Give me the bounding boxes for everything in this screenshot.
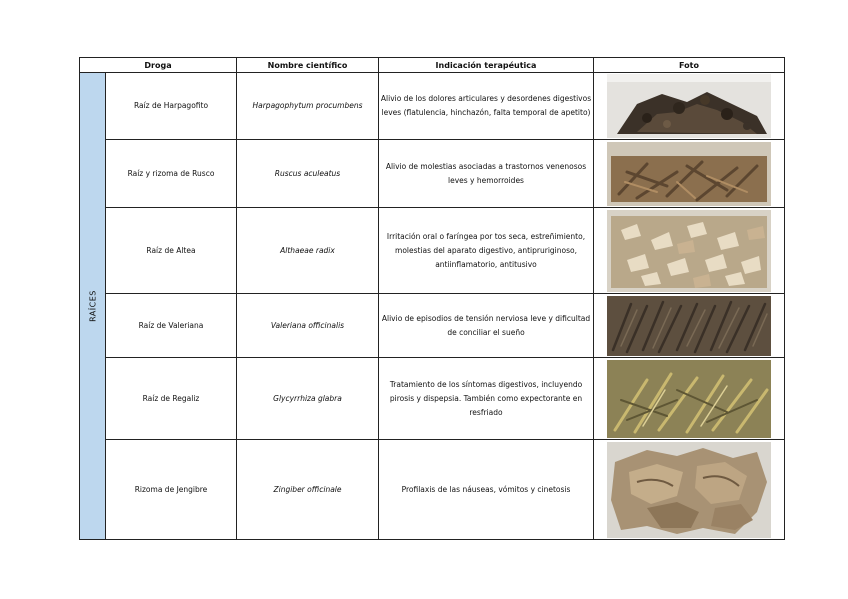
table-row — [80, 140, 785, 208]
photo-cell — [594, 294, 785, 358]
table-row — [80, 208, 785, 294]
photo-cell — [594, 440, 785, 540]
althaea-photo-icon — [607, 210, 771, 292]
header-foto: Foto — [594, 58, 785, 73]
scientific-name: Zingiber officinale — [237, 440, 379, 540]
table-row — [80, 294, 785, 358]
drug-name: Raíz de Altea — [106, 208, 237, 294]
indication: Alivio de los dolores articulares y desordenes digestivos leves (flatulencia, hinchazón, falta temporal de apetito) — [379, 73, 594, 140]
indication: Alivio de episodios de tensión nerviosa leve y dificultad de conciliar el sueño — [379, 294, 594, 358]
indication: Irritación oral o faríngea por tos seca, estreñimiento, molestias del aparato digestivo, antipruriginoso, antiinflamatorio, antitusivo — [379, 208, 594, 294]
group-cell-raices — [80, 73, 106, 540]
scientific-name: Althaeae radix — [237, 208, 379, 294]
photo-cell — [594, 358, 785, 440]
zingiber-photo-icon — [607, 442, 771, 538]
indication: Profilaxis de las náuseas, vómitos y cinetosis — [379, 440, 594, 540]
drug-table — [79, 57, 785, 540]
group-label: RAÍCES — [88, 290, 97, 322]
scientific-name: Valeriana officinalis — [237, 294, 379, 358]
scientific-name: Ruscus aculeatus — [237, 140, 379, 208]
indication: Tratamiento de los síntomas digestivos, incluyendo pirosis y dispepsia. También como expectorante en resfriado — [379, 358, 594, 440]
photo-cell — [594, 73, 785, 140]
indication: Alivio de molestias asociadas a trastornos venenosos leves y hemorroides — [379, 140, 594, 208]
glycyrrhiza-photo-icon — [607, 360, 771, 438]
drug-name: Raíz de Valeriana — [106, 294, 237, 358]
drug-name: Raíz de Harpagofito — [106, 73, 237, 140]
valeriana-photo-icon — [607, 296, 771, 356]
scientific-name: Glycyrrhiza glabra — [237, 358, 379, 440]
photo-cell — [594, 208, 785, 294]
drug-name: Raíz y rizoma de Rusco — [106, 140, 237, 208]
table-row — [80, 73, 785, 140]
table-row — [80, 358, 785, 440]
header-indicacion: Indicación terapéutica — [379, 58, 594, 73]
header-nombre-cientifico: Nombre científico — [237, 58, 379, 73]
drug-name: Rizoma de Jengibre — [106, 440, 237, 540]
table-row — [80, 440, 785, 540]
scientific-name: Harpagophytum procumbens — [237, 73, 379, 140]
photo-cell — [594, 140, 785, 208]
harpagophytum-photo-icon — [607, 74, 771, 138]
ruscus-photo-icon — [607, 142, 771, 206]
header-row — [80, 58, 785, 73]
header-droga: Droga — [80, 58, 237, 73]
drug-name: Raíz de Regaliz — [106, 358, 237, 440]
